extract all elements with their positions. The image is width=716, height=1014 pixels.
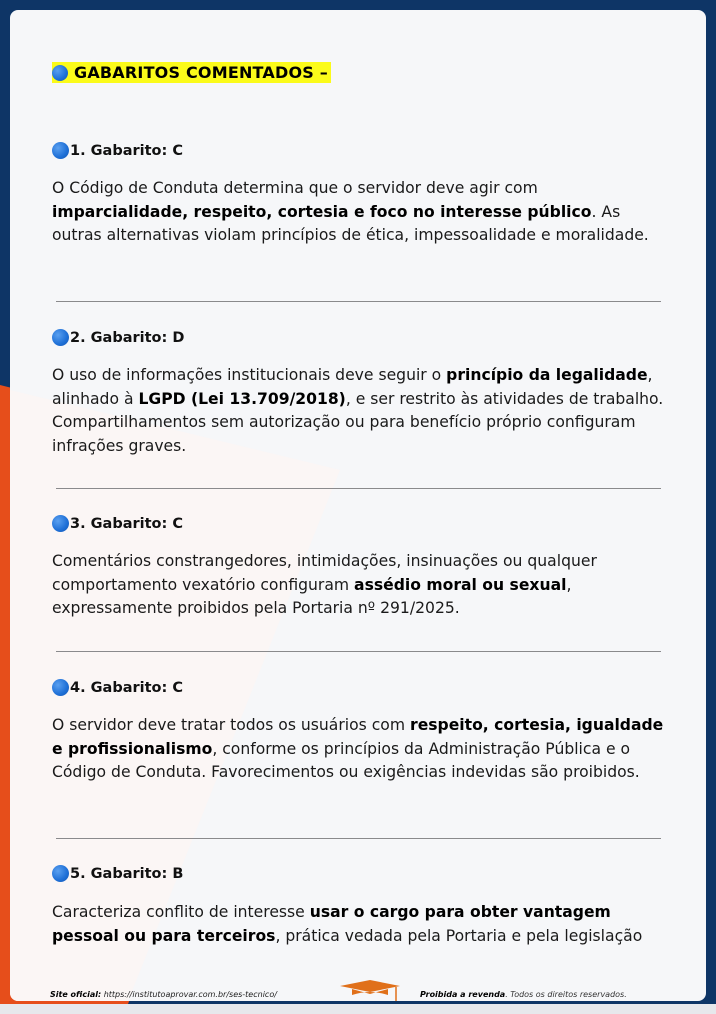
blue-circle-icon [52,329,69,346]
body-text: , alinhado à [52,366,653,408]
divider [56,838,661,839]
question-heading-4 [52,679,183,696]
question-heading-text: 2. Gabarito: D [70,329,185,346]
footer-rights [420,990,627,999]
divider [56,488,661,489]
question-heading-text: 5. Gabarito: B [70,865,184,882]
blue-circle-icon [52,142,69,159]
page-title [52,62,331,83]
body-text: O uso de informações institucionais deve seguir o [52,366,447,384]
body-text: O Código de Conduta determina que o servidor deve agir com [52,179,538,197]
blue-circle-icon [52,679,69,696]
divider [56,651,661,652]
content-card [10,10,706,1001]
blue-circle-icon [52,515,69,532]
bottom-strip [0,1004,716,1014]
question-body-4 [52,714,672,785]
blue-circle-icon [52,865,69,882]
body-text: . As outras alternativas violam princípios de ética, impessoalidade e moralidade. [52,202,649,244]
question-heading-3 [52,515,183,532]
question-body-5 [52,901,672,948]
footer-rights-text: . Todos os direitos reservados. [505,990,627,999]
blue-circle-icon [52,65,68,81]
card-content [10,10,706,1001]
divider [56,301,661,302]
body-emphasis: princípio da legalidade [446,366,648,384]
question-heading-2 [52,329,184,346]
body-emphasis: usar o cargo para obter vantagem pessoal ou para terceiros [52,903,611,945]
footer-site-url[interactable]: https://institutoaprovar.com.br/ses-tecnico/ [103,990,277,999]
body-text: , prática vedada pela Portaria e pela legislação [275,926,643,945]
question-heading-1 [52,142,183,159]
footer-resale-label: Proibida a revenda [420,990,506,999]
body-emphasis: LGPD (Lei 13.709/2018) [138,389,346,408]
body-text: Comentários constrangedores, intimidações, insinuações ou qualquer comportamento vexatório configuram [52,552,597,594]
body-text: Caracteriza conflito de interesse [52,903,310,921]
question-body-3 [52,550,672,621]
body-text: , conforme os princípios da Administração Pública e o Código de Conduta. Favorecimentos ou exigências indevidas são proibidos. [52,739,640,781]
footer-site [50,990,277,999]
body-text: O servidor deve tratar todos os usuários com [52,716,410,734]
question-heading-5 [52,865,183,882]
question-heading-text: 3. Gabarito: C [70,515,183,532]
question-body-1 [52,177,672,248]
page-title-text: GABARITOS COMENTADOS – [74,63,328,82]
body-emphasis: respeito, cortesia, igualdade e profissionalismo [52,716,664,758]
body-emphasis: imparcialidade, respeito, cortesia e foco no interesse público [52,202,592,221]
footer-site-label: Site oficial: [50,990,102,999]
question-heading-text: 4. Gabarito: C [70,679,183,696]
question-body-2 [52,364,672,458]
body-text: , e ser restrito às atividades de trabalho. Compartilhamentos sem autorização ou para benefício próprio configuram infrações graves. [52,389,664,455]
graduation-cap-icon [340,978,400,1001]
body-emphasis: assédio moral ou sexual [354,575,567,594]
question-heading-text: 1. Gabarito: C [70,142,183,159]
body-text: , expressamente proibidos pela Portaria nº 291/2025. [52,575,572,617]
